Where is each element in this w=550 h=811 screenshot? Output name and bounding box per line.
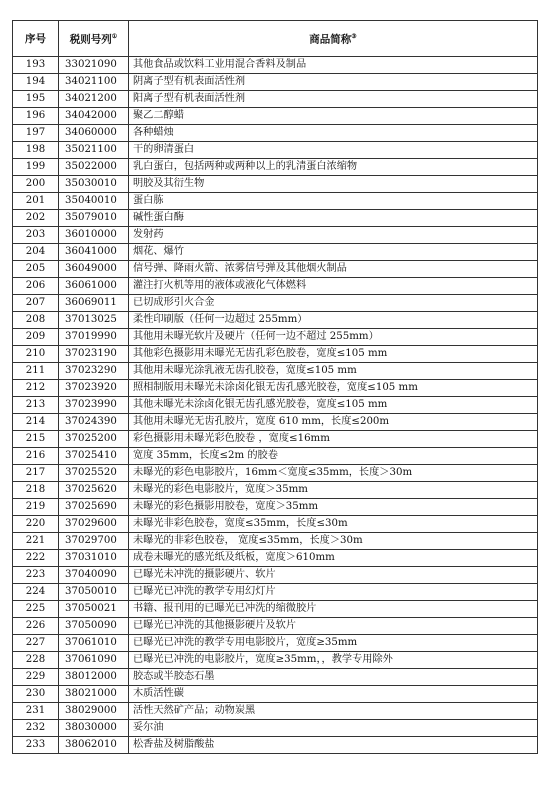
tariff-code: 37061090 — [59, 652, 129, 669]
product-name: 未曝光的彩色摄影用胶卷，宽度＞35mm — [129, 499, 538, 516]
row-number: 228 — [13, 652, 59, 669]
tariff-code: 36049000 — [59, 261, 129, 278]
row-number: 206 — [13, 278, 59, 295]
table-row — [13, 550, 538, 567]
tariff-code: 37025410 — [59, 448, 129, 465]
table-row — [13, 91, 538, 108]
tariff-code: 35022000 — [59, 159, 129, 176]
row-number: 227 — [13, 635, 59, 652]
product-name: 其他彩色摄影用未曝光无齿孔彩色胶卷，宽度≤105 mm — [129, 346, 538, 363]
table-row — [13, 108, 538, 125]
tariff-code: 38030000 — [59, 720, 129, 737]
tariff-code: 37023990 — [59, 397, 129, 414]
table-row — [13, 261, 538, 278]
tariff-code: 37050010 — [59, 584, 129, 601]
row-number: 214 — [13, 414, 59, 431]
row-number: 212 — [13, 380, 59, 397]
product-name: 发射药 — [129, 227, 538, 244]
tariff-table — [12, 20, 538, 754]
row-number: 213 — [13, 397, 59, 414]
product-name: 未曝光非彩色胶卷，宽度≤35mm，长度≤30m — [129, 516, 538, 533]
header-name: 商品简称③ — [129, 21, 538, 57]
table-row — [13, 57, 538, 74]
row-number: 209 — [13, 329, 59, 346]
tariff-code: 38029000 — [59, 703, 129, 720]
tariff-code: 37040090 — [59, 567, 129, 584]
product-name: 已曝光未冲洗的摄影硬片、软片 — [129, 567, 538, 584]
tariff-code: 37013025 — [59, 312, 129, 329]
row-number: 220 — [13, 516, 59, 533]
product-name: 已切成形引火合金 — [129, 295, 538, 312]
row-number: 207 — [13, 295, 59, 312]
tariff-code: 37050090 — [59, 618, 129, 635]
table-row — [13, 686, 538, 703]
tariff-code: 37023290 — [59, 363, 129, 380]
table-row — [13, 159, 538, 176]
row-number: 193 — [13, 57, 59, 74]
row-number: 195 — [13, 91, 59, 108]
product-name: 蛋白胨 — [129, 193, 538, 210]
product-name: 胶态或半胶态石墨 — [129, 669, 538, 686]
product-name: 妥尔油 — [129, 720, 538, 737]
table-body — [13, 57, 538, 754]
row-number: 225 — [13, 601, 59, 618]
product-name: 乳白蛋白，包括两种或两种以上的乳清蛋白浓缩物 — [129, 159, 538, 176]
table-row — [13, 533, 538, 550]
product-name: 其他用未曝光软片及硬片（任何一边不超过 255mm） — [129, 329, 538, 346]
tariff-code: 34060000 — [59, 125, 129, 142]
row-number: 221 — [13, 533, 59, 550]
tariff-code: 37023190 — [59, 346, 129, 363]
table-row — [13, 669, 538, 686]
tariff-code: 35079010 — [59, 210, 129, 227]
row-number: 198 — [13, 142, 59, 159]
row-number: 194 — [13, 74, 59, 91]
header-code: 税则号列① — [59, 21, 129, 57]
tariff-code: 38012000 — [59, 669, 129, 686]
table-row — [13, 720, 538, 737]
table-row — [13, 499, 538, 516]
table-header-row — [13, 21, 538, 57]
row-number: 199 — [13, 159, 59, 176]
product-name: 干的卵清蛋白 — [129, 142, 538, 159]
table-row — [13, 142, 538, 159]
tariff-code: 37025690 — [59, 499, 129, 516]
row-number: 200 — [13, 176, 59, 193]
table-row — [13, 329, 538, 346]
table-row — [13, 703, 538, 720]
product-name: 其他用未曝光涂乳液无齿孔胶卷，宽度≤105 mm — [129, 363, 538, 380]
product-name: 烟花、爆竹 — [129, 244, 538, 261]
tariff-code: 34042000 — [59, 108, 129, 125]
product-name: 彩色摄影用未曝光彩色胶卷 ，宽度≤16mm — [129, 431, 538, 448]
tariff-code: 35030010 — [59, 176, 129, 193]
product-name: 碱性蛋白酶 — [129, 210, 538, 227]
row-number: 216 — [13, 448, 59, 465]
tariff-code: 34021200 — [59, 91, 129, 108]
row-number: 229 — [13, 669, 59, 686]
tariff-code: 35040010 — [59, 193, 129, 210]
table-row — [13, 635, 538, 652]
tariff-code: 38062010 — [59, 737, 129, 754]
product-name: 其他食品或饮料工业用混合香料及制品 — [129, 57, 538, 74]
table-row — [13, 448, 538, 465]
tariff-code: 37061010 — [59, 635, 129, 652]
product-name: 灌注打火机等用的液体或液化气体燃料 — [129, 278, 538, 295]
table-row — [13, 516, 538, 533]
row-number: 196 — [13, 108, 59, 125]
table-row — [13, 618, 538, 635]
tariff-code: 37025200 — [59, 431, 129, 448]
product-name: 已曝光已冲洗的电影胶片，宽度≥35mm，，教学专用除外 — [129, 652, 538, 669]
row-number: 231 — [13, 703, 59, 720]
table-row — [13, 567, 538, 584]
row-number: 211 — [13, 363, 59, 380]
table-row — [13, 346, 538, 363]
product-name: 活性天然矿产品；动物炭黑 — [129, 703, 538, 720]
header-name-note: ③ — [351, 33, 357, 41]
row-number: 208 — [13, 312, 59, 329]
row-number: 205 — [13, 261, 59, 278]
product-name: 已曝光已冲洗的教学专用幻灯片 — [129, 584, 538, 601]
header-code-note: ① — [111, 33, 118, 41]
product-name: 未曝光的彩色电影胶片，宽度＞35mm — [129, 482, 538, 499]
table-row — [13, 278, 538, 295]
tariff-code: 38021000 — [59, 686, 129, 703]
tariff-code: 37025520 — [59, 465, 129, 482]
row-number: 223 — [13, 567, 59, 584]
table-row — [13, 210, 538, 227]
tariff-code: 36041000 — [59, 244, 129, 261]
row-number: 224 — [13, 584, 59, 601]
product-name: 宽度 35mm，长度≤2m 的胶卷 — [129, 448, 538, 465]
row-number: 219 — [13, 499, 59, 516]
tariff-code: 36069011 — [59, 295, 129, 312]
table-row — [13, 652, 538, 669]
product-name: 书籍、报刊用的已曝光已冲洗的缩微胶片 — [129, 601, 538, 618]
table-row — [13, 74, 538, 91]
table-row — [13, 295, 538, 312]
product-name: 未曝光的彩色电影胶片，16mm＜宽度≤35mm，长度＞30m — [129, 465, 538, 482]
row-number: 202 — [13, 210, 59, 227]
row-number: 217 — [13, 465, 59, 482]
row-number: 232 — [13, 720, 59, 737]
tariff-code: 37025620 — [59, 482, 129, 499]
table-row — [13, 584, 538, 601]
tariff-code: 37023920 — [59, 380, 129, 397]
product-name: 照相制版用未曝光未涂卤化银无齿孔感光胶卷，宽度≤105 mm — [129, 380, 538, 397]
row-number: 222 — [13, 550, 59, 567]
product-name: 松香盐及树脂酸盐 — [129, 737, 538, 754]
tariff-code: 37029700 — [59, 533, 129, 550]
table-row — [13, 465, 538, 482]
product-name: 阴离子型有机表面活性剂 — [129, 74, 538, 91]
row-number: 230 — [13, 686, 59, 703]
product-name: 聚乙二醇蜡 — [129, 108, 538, 125]
product-name: 木质活性碳 — [129, 686, 538, 703]
tariff-code: 37024390 — [59, 414, 129, 431]
table-row — [13, 227, 538, 244]
table-row — [13, 176, 538, 193]
table-row — [13, 737, 538, 754]
table-row — [13, 125, 538, 142]
tariff-code: 36061000 — [59, 278, 129, 295]
tariff-code: 37029600 — [59, 516, 129, 533]
row-number: 201 — [13, 193, 59, 210]
tariff-code: 37050021 — [59, 601, 129, 618]
table-row — [13, 414, 538, 431]
tariff-code: 33021090 — [59, 57, 129, 74]
row-number: 226 — [13, 618, 59, 635]
product-name: 各种蜡烛 — [129, 125, 538, 142]
tariff-code: 37031010 — [59, 550, 129, 567]
row-number: 203 — [13, 227, 59, 244]
tariff-code: 35021100 — [59, 142, 129, 159]
product-name: 明胶及其衍生物 — [129, 176, 538, 193]
product-name: 未曝光的非彩色胶卷， 宽度≤35mm，长度＞30m — [129, 533, 538, 550]
header-no: 序号 — [13, 21, 59, 57]
product-name: 信号弹、降雨火箭、浓雾信号弹及其他烟火制品 — [129, 261, 538, 278]
table-row — [13, 363, 538, 380]
row-number: 233 — [13, 737, 59, 754]
table-row — [13, 193, 538, 210]
tariff-code: 36010000 — [59, 227, 129, 244]
table-row — [13, 397, 538, 414]
table-row — [13, 380, 538, 397]
table-row — [13, 482, 538, 499]
product-name: 柔性印刷版（任何一边超过 255mm） — [129, 312, 538, 329]
product-name: 其他未曝光未涂卤化银无齿孔感光胶卷，宽度≤105 mm — [129, 397, 538, 414]
product-name: 已曝光已冲洗的教学专用电影胶片，宽度≥35mm — [129, 635, 538, 652]
row-number: 197 — [13, 125, 59, 142]
tariff-code: 34021100 — [59, 74, 129, 91]
product-name: 阳离子型有机表面活性剂 — [129, 91, 538, 108]
row-number: 204 — [13, 244, 59, 261]
row-number: 210 — [13, 346, 59, 363]
product-name: 其他用未曝光无齿孔胶片，宽度 610 mm，长度≤200m — [129, 414, 538, 431]
tariff-code: 37019990 — [59, 329, 129, 346]
row-number: 218 — [13, 482, 59, 499]
product-name: 已曝光已冲洗的其他摄影硬片及软片 — [129, 618, 538, 635]
product-name: 成卷未曝光的感光纸及纸板，宽度＞610mm — [129, 550, 538, 567]
table-row — [13, 431, 538, 448]
table-row — [13, 312, 538, 329]
row-number: 215 — [13, 431, 59, 448]
table-row — [13, 601, 538, 618]
table-row — [13, 244, 538, 261]
